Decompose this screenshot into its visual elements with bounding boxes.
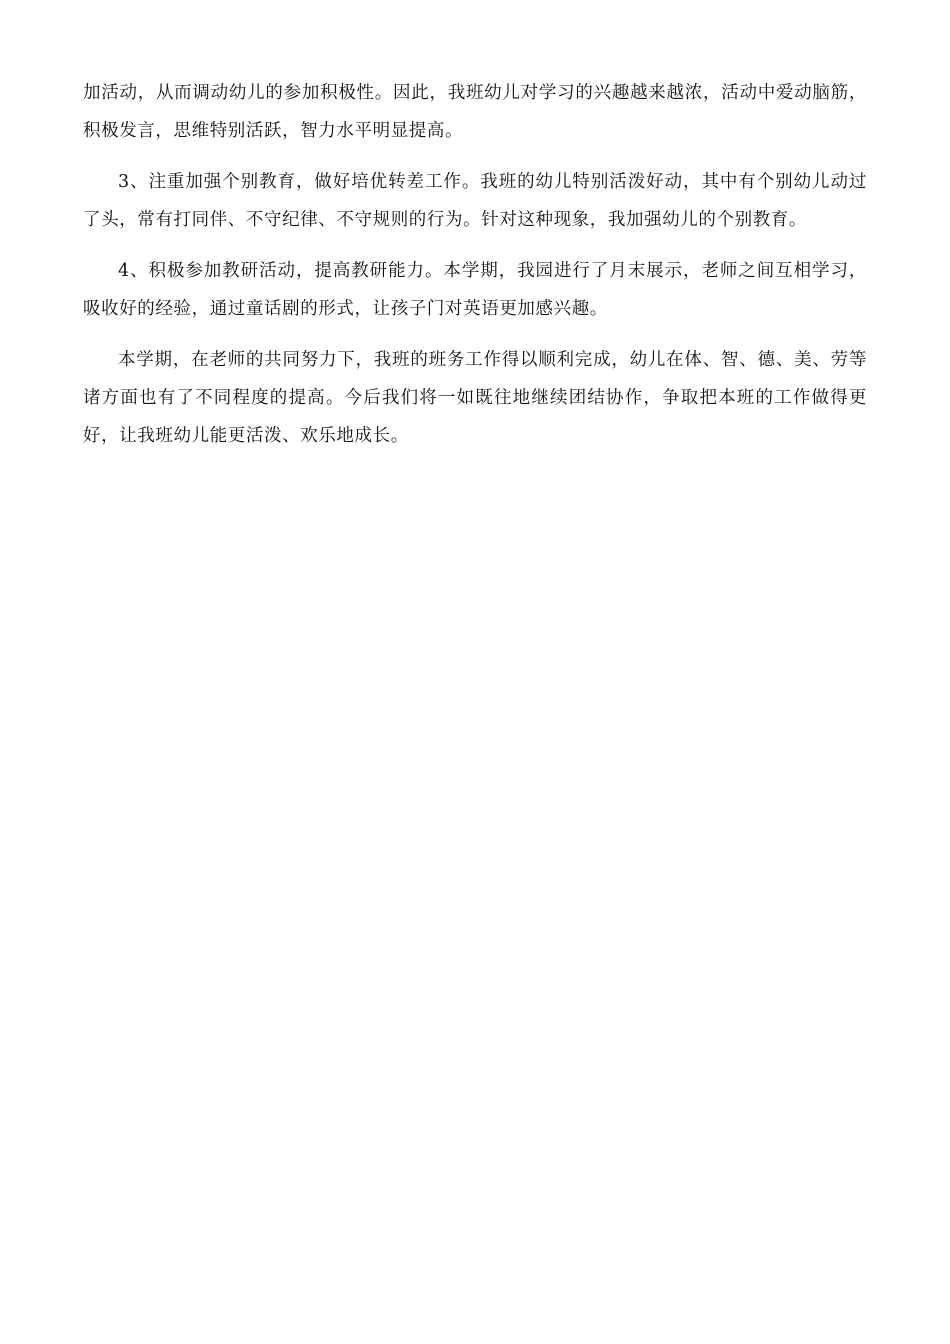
paragraph-item-4: 4、积极参加教研活动，提高教研能力。本学期，我园进行了月末展示，老师之间互相学习，吸收好的经验，通过童话剧的形式，让孩子门对英语更加感兴趣。 — [83, 261, 867, 319]
paragraph-conclusion: 本学期，在老师的共同努力下，我班的班务工作得以顺利完成，幼儿在体、智、德、美、劳等诸方面也有了不同程度的提高。今后我们将一如既往地继续团结协作，争取把本班的工作做得更好，让我班幼儿能更活泼、欢乐地成长。 — [83, 350, 867, 446]
paragraph-continuation: 加活动，从而调动幼儿的参加积极性。因此，我班幼儿对学习的兴趣越来越浓，活动中爱动脑筋，积极发言，思维特别活跃，智力水平明显提高。 — [83, 83, 867, 141]
paragraph-item-3: 3、注重加强个别教育，做好培优转差工作。我班的幼儿特别活泼好动，其中有个别幼儿动过了头，常有打同伴、不守纪律、不守规则的行为。针对这种现象，我加强幼儿的个别教育。 — [83, 172, 867, 230]
document-body — [83, 74, 867, 468]
